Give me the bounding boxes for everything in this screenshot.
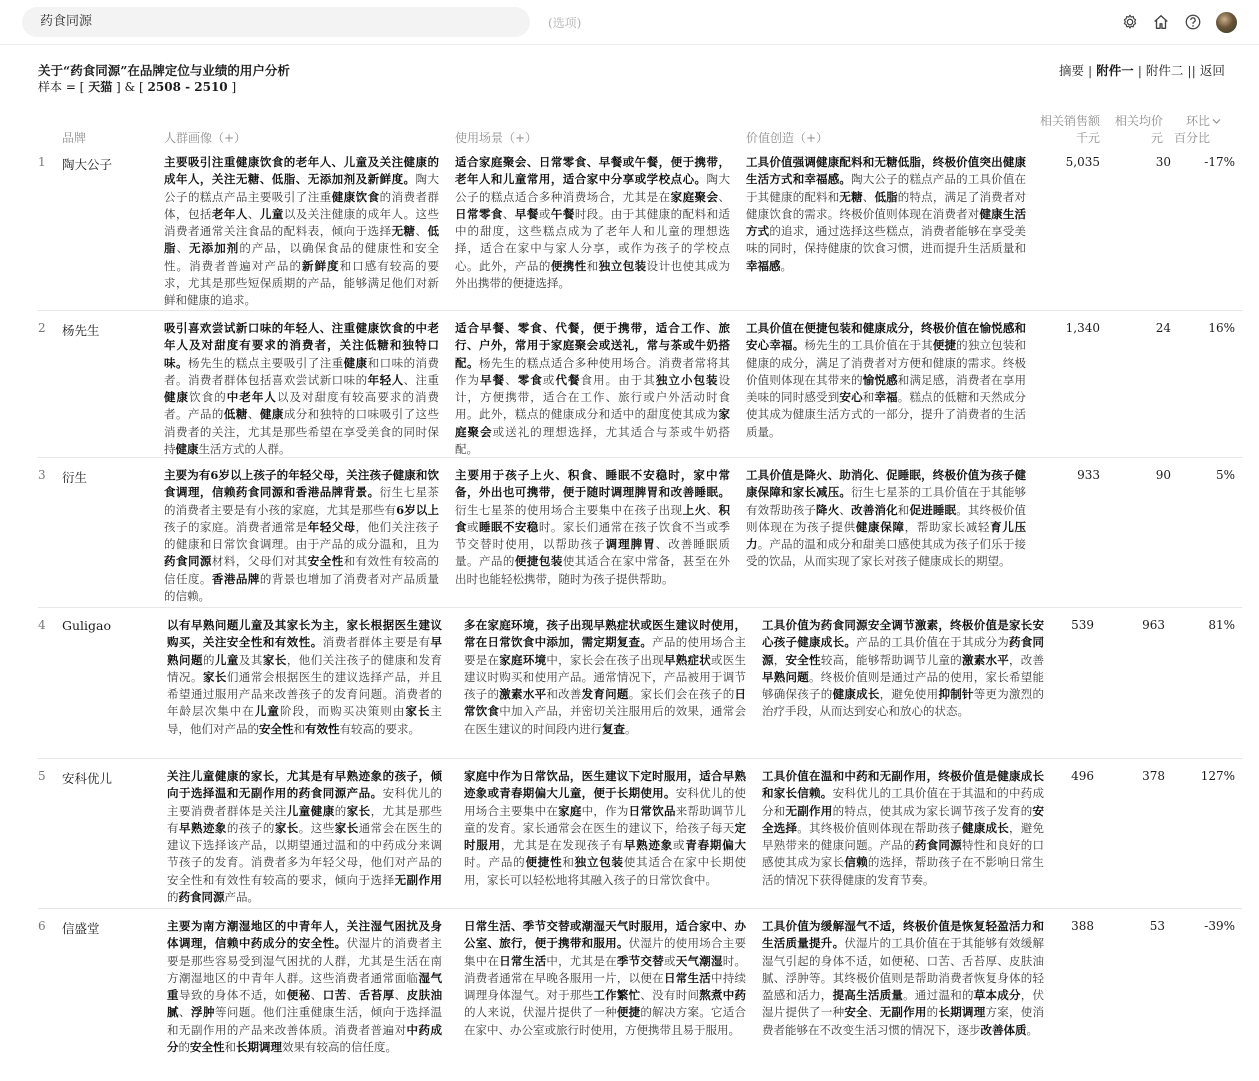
table-row[interactable]: [38, 145, 1242, 310]
top-bar: [0, 0, 1259, 45]
table-row[interactable]: [38, 457, 1242, 608]
column-header-sales[interactable]: 相关销售额: [1039, 114, 1100, 128]
cell-value: 工具价值在温和中药和无副作用，终极价值是健康成长和家长信赖。安科优儿的工具价值在于其温和的中药成分和无副作用的特点，使其成为家长调节孩子发育的安全选择。其终极价值则体现在帮助孩子健康成长，避免早熟带来的健康问题。产品的药食同源特性和良好的口感使其成为家长信赖的选择，帮助孩子在不影响日常生活的情况下获得健康的发育节奏。: [762, 769, 1045, 887]
cell-mom: 127%: [1200, 769, 1235, 783]
cell-sales: 1,340: [1065, 321, 1100, 335]
help-icon[interactable]: [1184, 13, 1202, 31]
cell-sales: 539: [1071, 618, 1094, 632]
cell-value: 工具价值为缓解湿气不适，终极价值是恢复轻盈活力和生活质量提升。伏湿片的工具价值在于其能够有效缓解湿气引起的身体不适，如便秘、口苦、舌苔厚、皮肤油腻、浮肿等。其终极价值则是帮助消费者恢复身体的轻盈感和活力，提高生活质量。通过温和的草本成分，伏湿片提供了一种安全、无副作用的长期调理方案，使消费者能够在不改变生活习惯的情况下，逐步改善体质。: [762, 919, 1045, 1037]
cell-persona: 主要为南方潮湿地区的中青年人，关注湿气困扰及身体调理，信赖中药成分的安全性。伏湿片的消费者主要是那些容易受到湿气困扰的人群，尤其是生活在南方潮湿地区的中青年人群。这些消费者通常面临湿气重导致的身体不适，如便秘、口苦、舌苔厚、皮肤油腻、浮肿等问题。他们注重健康生活，倾向于选择温和无副作用的产品来改善体质。消费者普遍对中药成分的安全性和长期调理效果有较高的信任度。: [167, 919, 443, 1055]
tab-back[interactable]: 返回: [1199, 63, 1225, 78]
search-input[interactable]: 药食同源: [22, 7, 530, 37]
cell-mom: -39%: [1204, 919, 1235, 933]
tab-summary[interactable]: 摘要: [1059, 63, 1085, 78]
row-index: 3: [38, 468, 46, 482]
tab-appendix-2[interactable]: 附件二: [1145, 63, 1184, 78]
chevron-down-icon: [1212, 118, 1221, 125]
cell-sales: 496: [1071, 769, 1094, 783]
row-index: 4: [38, 618, 46, 632]
cell-price: 53: [1149, 919, 1165, 933]
tab-appendix-1[interactable]: 附件一: [1096, 63, 1134, 78]
cell-price: 90: [1155, 468, 1171, 482]
brand-name[interactable]: 衍生: [62, 470, 88, 485]
sample-period[interactable]: 2508 - 2510: [147, 80, 228, 94]
cell-value: 工具价值在便捷包装和健康成分，终极价值在愉悦感和安心幸福。杨先生的工具价值在于其便捷的独立包装和健康的成分，满足了消费者对方便和健康的需求。终极价值则体现在其带来的愉悦感和满足感，消费者在享用美味的同时感受到安心和幸福。糕点的低糖和天然成分使其成为健康生活方式的一部分，提升了消费者的生活质量。: [746, 321, 1027, 439]
column-header-brand[interactable]: 品牌: [62, 131, 87, 145]
cell-persona: 以有早熟问题儿童及其家长为主，家长根据医生建议购买，关注安全性和有效性。消费者群体主要是有早熟问题的儿童及其家长，他们关注孩子的健康和发育情况。家长们通常会根据医生的建议选择产品，并且希望通过服用产品来改善孩子的发育问题。消费者的年龄层次集中在儿童阶段，而购买决策则由家长主导，他们对产品的安全性和有效性有较高的要求。: [167, 618, 443, 736]
cell-sales: 388: [1071, 919, 1094, 933]
cell-scene: 主要用于孩子上火、积食、睡眠不安稳时，家中常备，外出也可携带，便于随时调理脾胃和改善睡眠。衍生七星茶的使用场合主要集中在孩子出现上火、积食或睡眠不安稳时。家长们通常在孩子饮食不当或季节交替时使用，以帮助孩子调理脾胃、改善睡眠质量。产品的便捷包装使其适合在家中常备，甚至在外出时也能轻松携带，随时为孩子提供帮助。: [455, 468, 731, 586]
cell-price: 963: [1142, 618, 1165, 632]
table-row[interactable]: [38, 607, 1242, 759]
report-tabs: 摘要 | 附件一 | 附件二 || 返回: [1059, 63, 1225, 78]
column-header-mom-unit: 百分比: [1173, 131, 1210, 145]
row-index: 2: [38, 321, 46, 335]
gear-icon[interactable]: [1121, 13, 1139, 31]
cell-scene: 适合家庭聚会、日常零食、早餐或午餐，便于携带，老年人和儿童常用，适合家中分享或学校点心。陶大公子的糕点适合多种消费场合，尤其是在家庭聚会、日常零食、早餐或午餐时段。由于其健康的配料和适中的甜度，这些糕点成为了老年人和儿童的理想选择，适合在家中与家人分享，或作为孩子的学校点心。此外，产品的便携性和独立包装设计也使其成为外出携带的便捷选择。: [455, 155, 731, 291]
table-row[interactable]: [38, 758, 1242, 909]
cell-mom: 5%: [1215, 468, 1235, 482]
sample-platform[interactable]: 天猫: [88, 80, 113, 94]
column-header-persona[interactable]: 人群画像（+）: [164, 131, 247, 145]
cell-value: 工具价值是降火、助消化、促睡眠，终极价值为孩子健康保障和家长减压。衍生七星茶的工具价值在于其能够有效帮助孩子降火、改善消化和促进睡眠。其终极价值则体现在为孩子提供健康保障，帮助家长减轻育儿压力。产品的温和成分和甜美口感使其成为孩子们乐于接受的饮品，从而实现了家长对孩子健康成长的期望。: [746, 468, 1027, 569]
cell-price: 378: [1142, 769, 1165, 783]
cell-mom: 16%: [1208, 321, 1235, 335]
cell-sales: 933: [1077, 468, 1100, 482]
cell-scene: 日常生活、季节交替或潮湿天气时服用，适合家中、办公室、旅行，便于携带和服用。伏湿片的使用场合主要集中在日常生活中，尤其是在季节交替或天气潮湿时。消费者通常在早晚各服用一片，以便在日常生活中持续调理身体湿气。对于那些工作繁忙、没有时间熬煮中药的人来说，伏湿片提供了一种便捷的解决方案。它适合在家中、办公室或旅行时使用，方便携带且易于服用。: [464, 919, 747, 1037]
avatar[interactable]: [1216, 12, 1237, 33]
column-header-value[interactable]: 价值创造（+）: [746, 131, 829, 145]
column-header-sales-unit: 千元: [1075, 131, 1100, 145]
cell-scene: 适合早餐、零食、代餐，便于携带，适合工作、旅行、户外，常用于家庭聚会或送礼，常与茶或牛奶搭配。杨先生的糕点适合多种使用场合。消费者常将其作为早餐、零食或代餐食用。由于其独立小包装设计，方便携带，适合在工作、旅行或户外活动时食用。此外，糕点的健康成分和适中的甜度使其成为家庭聚会或送礼的理想选择，尤其适合与茶或牛奶搭配。: [455, 321, 731, 457]
cell-scene: 家庭中作为日常饮品，医生建议下定时服用，适合早熟迹象或青春期偏大儿童，便于长期使用。安科优儿的使用场合主要集中在家庭中，作为日常饮品来帮助调节儿童的发育。家长通常会在医生的建议下，给孩子每天定时服用，尤其是在发现孩子有早熟迹象或青春期偏大时。产品的便捷性和独立包装使其适合在家中长期使用，家长可以轻松地将其融入孩子的日常饮食中。: [464, 769, 747, 887]
cell-persona: 主要为有6岁以上孩子的年轻父母，关注孩子健康和饮食调理，信赖药食同源和香港品牌背景。衍生七星茶的消费者主要是有小孩的家庭，尤其是那些有6岁以上孩子的家庭。消费者通常是年轻父母，他们关注孩子的健康和日常饮食调理。由于产品的成分温和，且为药食同源材料，父母们对其安全性和有效性有较高的信任度。香港品牌的背景也增加了消费者对产品质量的信赖。: [164, 468, 440, 604]
table-row[interactable]: [38, 908, 1242, 1081]
column-header-scene[interactable]: 使用场景（+）: [455, 131, 538, 145]
cell-price: 24: [1155, 321, 1171, 335]
brand-name[interactable]: Guligao: [62, 618, 112, 633]
column-header-price-unit: 元: [1150, 131, 1163, 145]
cell-persona: 关注儿童健康的家长，尤其是有早熟迹象的孩子，倾向于选择温和无副作用的药食同源产品。安科优儿的主要消费者群体是关注儿童健康的家长，尤其是那些有早熟迹象的孩子的家长。这些家长通常会在医生的建议下选择该产品，以期望通过温和的中药成分来调节孩子的发育。消费者多为年轻父母，他们对产品的安全性和有效性有较高的要求，倾向于选择无副作用的药食同源产品。: [167, 769, 443, 905]
report-title: 关于“药食同源”在品牌定位与业绩的用户分析: [38, 63, 290, 78]
brand-name[interactable]: 陶大公子: [62, 157, 113, 172]
brand-name[interactable]: 安科优儿: [62, 771, 113, 786]
row-index: 1: [38, 155, 46, 169]
column-header-price[interactable]: 相关均价: [1114, 114, 1163, 128]
cell-mom: 81%: [1208, 618, 1235, 632]
row-index: 6: [38, 919, 46, 933]
table-row[interactable]: [38, 310, 1242, 458]
cell-persona: 主要吸引注重健康饮食的老年人、儿童及关注健康的成年人，关注无糖、低脂、无添加剂及新鲜度。陶大公子的糕点产品主要吸引了注重健康饮食的消费者群体，包括老年人、儿童以及关注健康的成年人。这些消费者通常关注食品的配料表，倾向于选择无糖、低脂、无添加剂的产品，以确保食品的健康性和安全性。消费者普遍对产品的新鲜度和口感有较高的要求，尤其是那些短保质期的产品，能够满足他们对新鲜和健康的追求。: [164, 155, 440, 308]
sample-filter: 样本 = [ 天猫 ] & [ 2508 - 2510 ]: [38, 80, 237, 94]
column-header-mom[interactable]: 环比: [1186, 112, 1221, 129]
home-icon[interactable]: [1152, 13, 1170, 31]
cell-mom: -17%: [1204, 155, 1235, 169]
cell-price: 30: [1155, 155, 1171, 169]
cell-value: 工具价值为药食同源安全调节激素，终极价值是家长安心孩子健康成长。产品的工具价值在于其成分为药食同源，安全性较高，能够帮助调节儿童的激素水平，改善早熟问题。终极价值则是通过产品的使用，家长希望能够确保孩子的健康成长，避免使用抑制针等更为激烈的治疗手段，从而达到安心和放心的状态。: [762, 618, 1045, 719]
brand-name[interactable]: 信盛堂: [62, 921, 100, 936]
cell-scene: 多在家庭环境，孩子出现早熟症状或医生建议时使用，常在日常饮食中添加，需定期复查。产品的使用场合主要是在家庭环境中，家长会在孩子出现早熟症状或医生建议时购买和使用产品。通常情况下，产品被用于调节孩子的激素水平和改善发育问题。家长们会在孩子的日常饮食中加入产品，并密切关注服用后的效果，通常会在医生建议的时间段内进行复查。: [464, 618, 747, 736]
brand-name[interactable]: 杨先生: [62, 323, 100, 338]
cell-value: 工具价值强调健康配料和无糖低脂，终极价值突出健康生活方式和幸福感。陶大公子的糕点产品的工具价值在于其健康的配料和无糖、低脂的特点，满足了消费者对健康饮食的需求。终极价值则体现在消费者对健康生活方式的追求，通过选择这些糕点，消费者能够在享受美味的同时，保持健康的饮食习惯，进而提升生活质量和幸福感。: [746, 155, 1027, 273]
filter-dropdown[interactable]: (选项): [548, 16, 582, 30]
cell-persona: 吸引喜欢尝试新口味的年轻人、注重健康饮食的中老年人及对甜度有要求的消费者，关注低糖和独特口味。杨先生的糕点主要吸引了注重健康和口味的消费者。消费者群体包括喜欢尝试新口味的年轻人、注重健康饮食的中老年人以及对甜度有较高要求的消费者。产品的低糖、健康成分和独特的口味吸引了这些消费者的关注，尤其是那些希望在享受美食的同时保持健康生活方式的人群。: [164, 321, 440, 457]
row-index: 5: [38, 769, 46, 783]
cell-sales: 5,035: [1065, 155, 1100, 169]
